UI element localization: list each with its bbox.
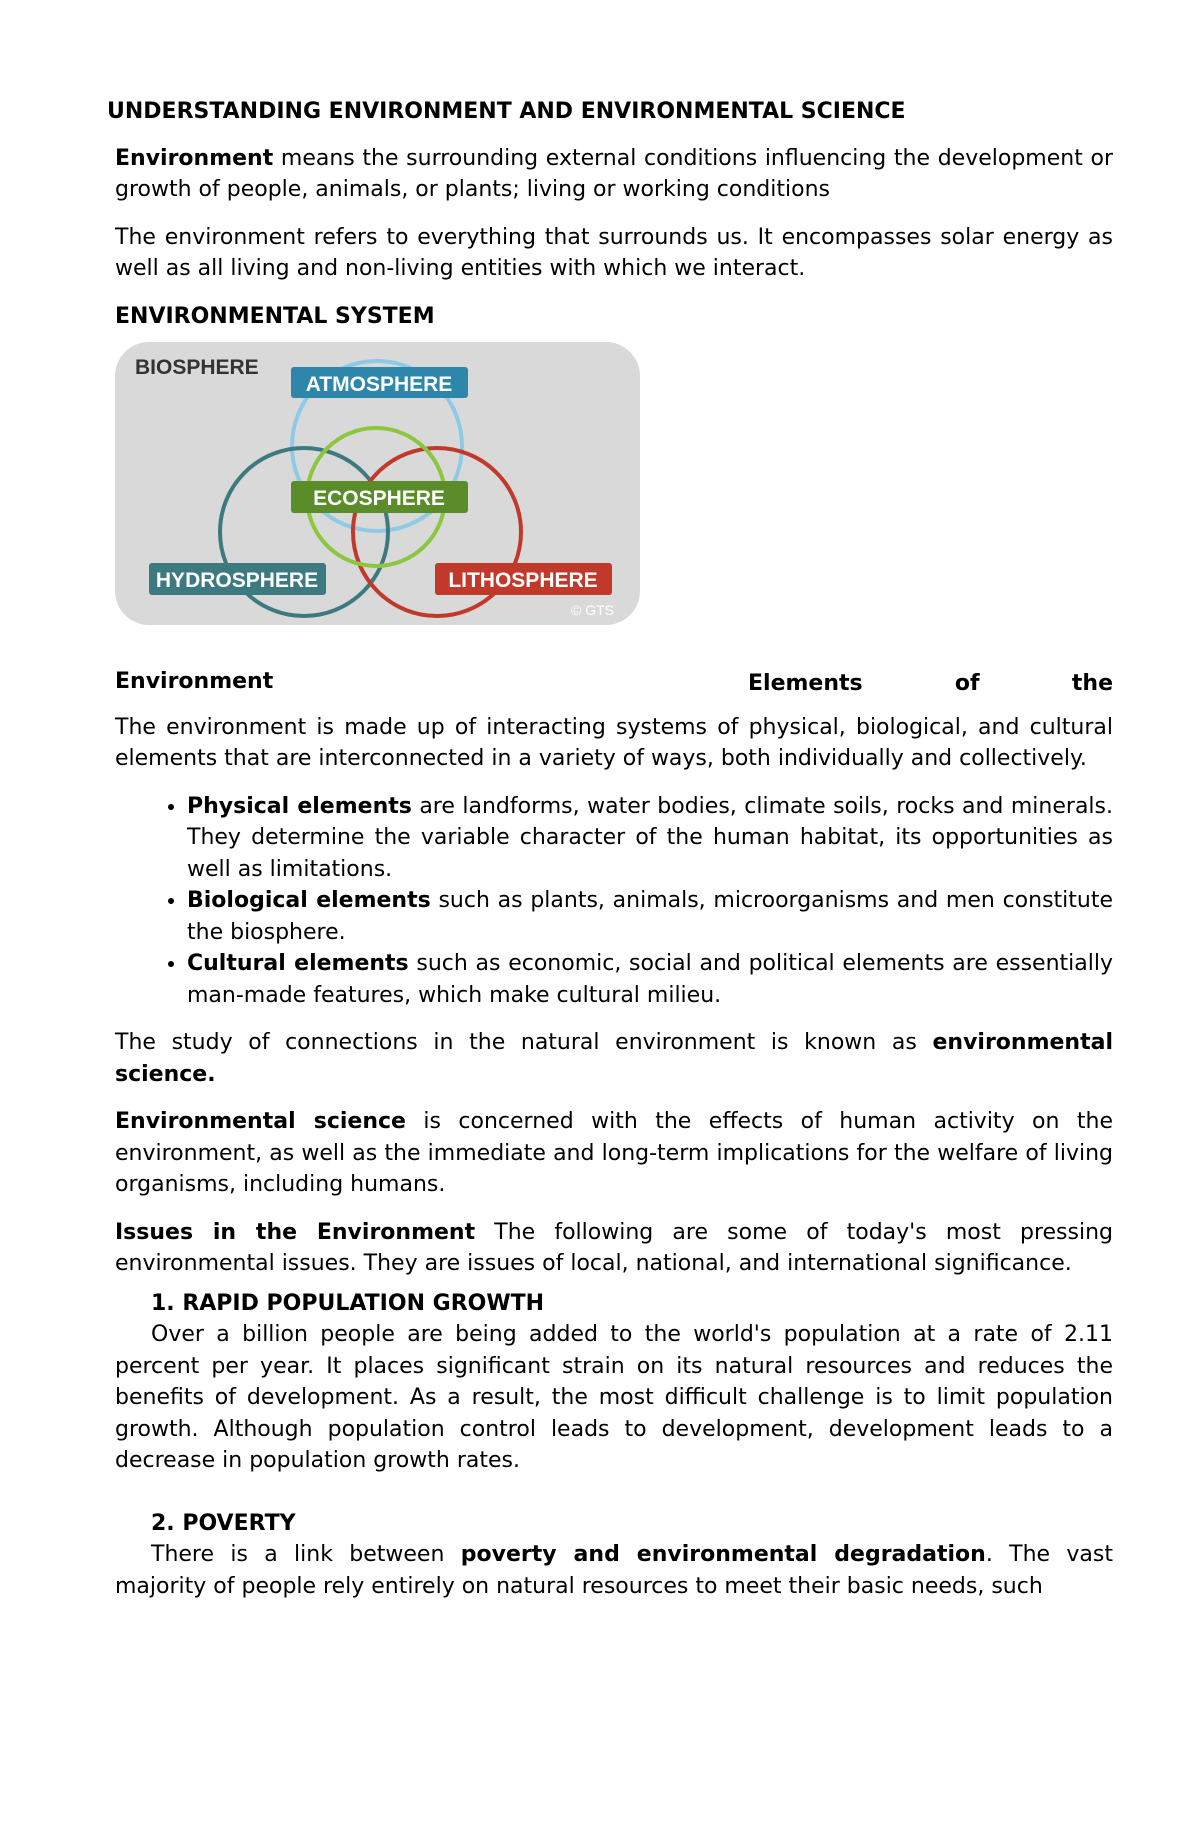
issue-2-heading: 2. POVERTY [151,1510,296,1536]
science-paragraph [115,1106,1113,1201]
issues-text: The following are some of today's most pressing environmental issues. They are issues of local, national, and international significance. [115,1219,1113,1276]
issue-2-bold: poverty and environmental degradation [460,1542,986,1567]
issue-2-text-before: There is a link between [151,1542,461,1567]
element-term: Biological elements [187,888,431,913]
environment-definition [115,143,1113,206]
list-item [187,948,1113,1011]
elements-heading-word: the [1071,671,1113,696]
study-paragraph [115,1027,1113,1090]
science-text: is concerned with the effects of human activity on the environment, as well as the immediate and long-term implications for the welfare of living organisms, including humans. [115,1109,1113,1197]
element-text: such as economic, social and political elements are essentially man-made features, which make cultural milieu. [187,951,1113,1008]
elements-heading-word: Elements [748,671,863,696]
issue-2-text [115,1539,1113,1602]
document-title: UNDERSTANDING ENVIRONMENT AND ENVIRONMENTAL SCIENCE [107,99,906,124]
biosphere-label: BIOSPHERE [135,356,259,379]
elements-heading-environment: Environment [115,669,274,694]
issues-paragraph [115,1217,1113,1280]
issues-term: Issues in the Environment [115,1219,476,1245]
environmental-system-diagram [115,338,1113,696]
issue-2-text-after: . The vast majority of people rely entirely on natural resources to meet their basic needs, such [115,1542,1113,1599]
study-text: The study of connections in the natural environment is known as [115,1030,933,1055]
environmental-system-heading: ENVIRONMENTAL SYSTEM [115,303,435,329]
hydrosphere-label: HYDROSPHERE [155,569,319,592]
definition-text: means the surrounding external conditions influencing the development or growth of people, animals, or plants; living or working conditions [115,145,1113,202]
atmosphere-label: ATMOSPHERE [305,373,453,396]
issue-1-text: Over a billion people are being added to the world's population at a rate of 2.11 percent per year. It places significant strain on its natural resources and reduces the benefits of development. As a result, the most difficult challenge is to limit population growth. Although population control leads to development, development leads to a decrease in population growth rates. [115,1322,1113,1473]
element-term: Physical elements [187,793,412,819]
lithosphere-label: LITHOSPHERE [448,569,598,592]
list-item [187,885,1113,948]
study-bold: environmental science. [115,1030,1113,1087]
element-text: such as plants, animals, microorganisms and men constitute the biosphere. [187,888,1114,945]
ecosphere-label: ECOSPHERE [313,487,445,510]
list-item [187,791,1113,886]
elements-intro: The environment is made up of interacting systems of physical, biological, and cultural elements that are interconnected in a variety of ways, both individually and collectively. [115,714,1113,771]
element-text: are landforms, water bodies, climate soils, rocks and minerals. They determine the variable character of the human habitat, its opportunities as well as limitations. [187,793,1113,882]
issue-1-heading: 1. RAPID POPULATION GROWTH [151,1290,545,1316]
elements-heading-line [748,668,1113,700]
elements-list [115,791,1113,1012]
environment-intro: The environment refers to everything that surrounds us. It encompasses solar energy as well as all living and non-living entities with which we interact. [115,224,1113,281]
diagram-credit: © GTS [571,602,614,618]
element-term: Cultural elements [187,951,409,976]
document-page [107,96,1114,1602]
elements-heading-word: of [954,671,980,696]
science-term: Environmental science [115,1109,406,1134]
definition-term: Environment [115,145,274,171]
diagram-svg [115,338,1113,688]
